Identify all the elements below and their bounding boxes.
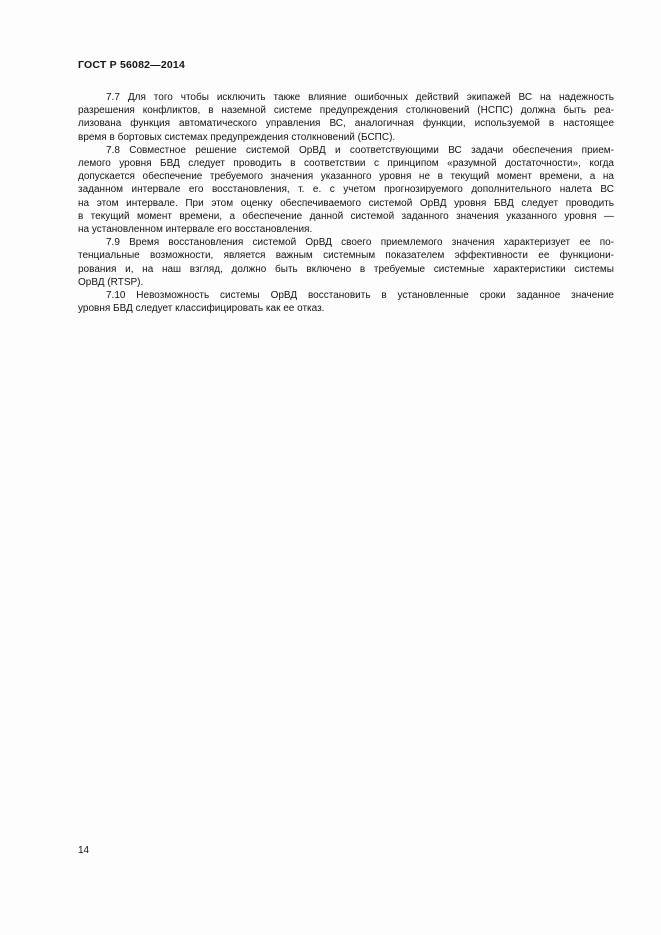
text-line: заданном интервале его восстановления, т. е. с учетом прогнозируемого дополнительного налета ВС	[78, 184, 614, 196]
text-line: ОрВД (RTSP).	[78, 276, 144, 288]
paragraph-7-10	[78, 289, 614, 315]
text-line: разрешения конфликтов, в наземной системе предупреждения столкновений (НСПС) должна быть реа-	[78, 105, 614, 117]
text-line: на этом интервале. При этом оценку обеспечиваемого системой ОрВД уровня БВД следует проводить	[78, 197, 614, 209]
text-line: лемого уровня БВД следует проводить в соответствии с принципом «разумной достаточности», когда	[78, 158, 614, 170]
text-line: на установленном интервале его восстановления.	[78, 224, 313, 236]
text-line: допускается обеспечение требуемого значения указанного уровня не в текущий момент времени, а на	[78, 171, 614, 183]
standard-designation: ГОСТ Р 56082—2014	[78, 59, 186, 71]
text-line: 7.10 Невозможность системы ОрВД восстановить в установленные сроки заданное значение	[106, 290, 614, 302]
text-line: рования и, на наш взгляд, должно быть включено в требуемые системные характеристики системы	[78, 263, 614, 275]
paragraph-7-7	[78, 91, 614, 144]
text-line: тенциальные возможности, является важным системным показателем эффективности ее функциони-	[78, 250, 614, 262]
text-line: 7.8 Совместное решение системой ОрВД и соответствующими ВС задачи обеспечения прием-	[106, 144, 614, 156]
document-body	[78, 91, 614, 315]
text-line: время в бортовых системах предупреждения столкновений (БСПС).	[78, 131, 396, 143]
text-line: уровня БВД следует классифицировать как ее отказ.	[78, 303, 325, 315]
text-line: 7.7 Для того чтобы исключить также влияние ошибочных действий экипажей ВС на надежность	[106, 92, 614, 103]
text-line: лизована функция автоматического управления ВС, аналогичная функции, используемой в настоящее	[78, 118, 614, 130]
paragraph-7-9	[78, 236, 614, 289]
text-line: в текущий момент времени, а обеспечение данной системой заданного значения указанного уровня —	[78, 210, 614, 222]
paragraph-7-8	[78, 144, 614, 236]
text-line: 7.9 Время восстановления системой ОрВД своего приемлемого значения характеризует ее по-	[106, 237, 614, 249]
page-number: 14	[78, 845, 90, 856]
